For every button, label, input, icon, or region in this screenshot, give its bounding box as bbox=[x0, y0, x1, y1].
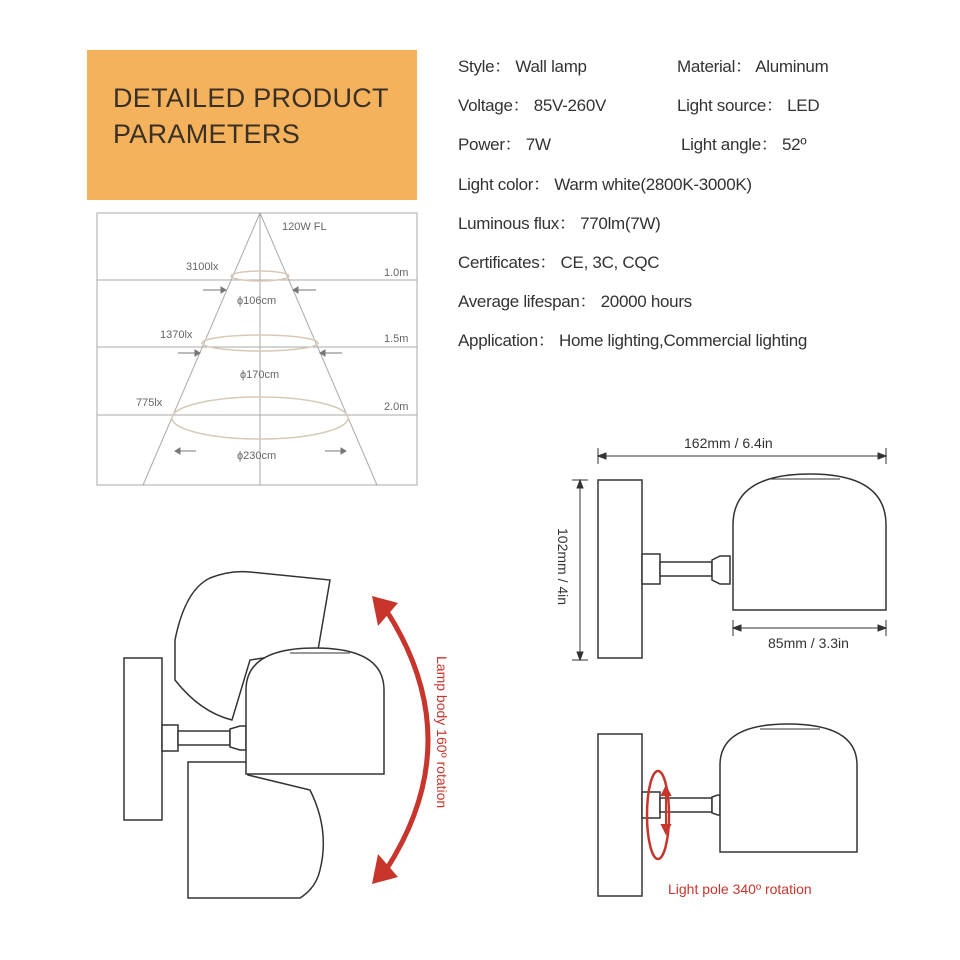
pole-rotation-label: Light pole 340º rotation bbox=[668, 881, 812, 897]
banner-title-line-1: DETAILED PRODUCT bbox=[113, 83, 389, 113]
pole-collar bbox=[712, 795, 720, 815]
beam-dist-3: 2.0m bbox=[384, 401, 409, 413]
dim-head-label: 85mm / 3.3in bbox=[768, 635, 849, 651]
dim-pole-collar bbox=[712, 556, 730, 584]
beam-diam-1: ϕ106cm bbox=[237, 295, 277, 307]
rotation-lamp-head bbox=[246, 648, 384, 774]
rotation-wall-plate bbox=[124, 658, 162, 820]
body-rotation-arrow-top bbox=[372, 596, 398, 626]
banner-title-line-2: PARAMETERS bbox=[113, 119, 301, 149]
beam-ellipse-1 bbox=[231, 271, 289, 281]
spec-application: Application： Home lighting,Commercial lighting bbox=[458, 331, 808, 350]
spec-luminous-flux: Luminous flux： 770lm(7W) bbox=[458, 214, 661, 233]
dim-pole bbox=[660, 562, 712, 576]
beam-ellipse-2 bbox=[202, 335, 318, 351]
dim-lamp-head bbox=[733, 474, 886, 610]
spec-light-source: Light source： LED bbox=[677, 96, 820, 115]
dim-wall-plate bbox=[598, 480, 642, 658]
spec-style: Style： Wall lamp bbox=[458, 57, 587, 76]
beam-cone-left bbox=[143, 213, 260, 485]
dim-pole-joint bbox=[642, 554, 660, 584]
spec-certificates: Certificates： CE, 3C, CQC bbox=[458, 253, 660, 272]
ghost-head-lower bbox=[188, 762, 323, 898]
ghost-head-upper bbox=[175, 572, 330, 720]
spec-material: Material： Aluminum bbox=[677, 57, 829, 76]
spec-light-angle: Light angle： 52º bbox=[681, 135, 807, 154]
pole-shaft bbox=[660, 798, 712, 812]
body-rotation-label: Lamp body 160º rotation bbox=[434, 656, 450, 809]
beam-cone-right bbox=[260, 213, 377, 485]
beam-dist-1: 1.0m bbox=[384, 267, 409, 279]
spec-voltage: Voltage： 85V-260V bbox=[458, 96, 607, 115]
dim-width-label: 162mm / 6.4in bbox=[684, 435, 773, 451]
beam-label: 120W FL bbox=[282, 221, 327, 233]
beam-ellipse-3 bbox=[172, 397, 348, 439]
body-rotation-arrow-bottom bbox=[372, 854, 398, 884]
beam-lux-3: 775lx bbox=[136, 397, 163, 409]
spec-average-lifespan: Average lifespan： 20000 hours bbox=[458, 292, 692, 311]
title-banner bbox=[87, 50, 417, 200]
beam-diam-2: ϕ170cm bbox=[240, 369, 280, 381]
spec-light-color: Light color： Warm white(2800K-3000K) bbox=[458, 175, 752, 194]
pole-wall-plate bbox=[598, 734, 642, 896]
rotation-pole-joint bbox=[162, 725, 178, 751]
dim-height-label: 102mm / 4in bbox=[555, 528, 571, 606]
beam-frame bbox=[97, 213, 417, 485]
pole-lamp-head bbox=[720, 724, 857, 852]
pole-rotation-ring bbox=[647, 771, 669, 859]
spec-power: Power： 7W bbox=[458, 135, 551, 154]
beam-lux-1: 3100lx bbox=[186, 261, 219, 273]
rotation-pole-collar bbox=[230, 726, 246, 750]
pole-joint bbox=[642, 792, 660, 818]
beam-lux-2: 1370lx bbox=[160, 329, 193, 341]
beam-diam-3: ϕ230cm bbox=[237, 450, 277, 462]
rotation-pole bbox=[178, 731, 230, 745]
beam-dist-2: 1.5m bbox=[384, 333, 409, 345]
body-rotation-arc bbox=[386, 610, 428, 870]
